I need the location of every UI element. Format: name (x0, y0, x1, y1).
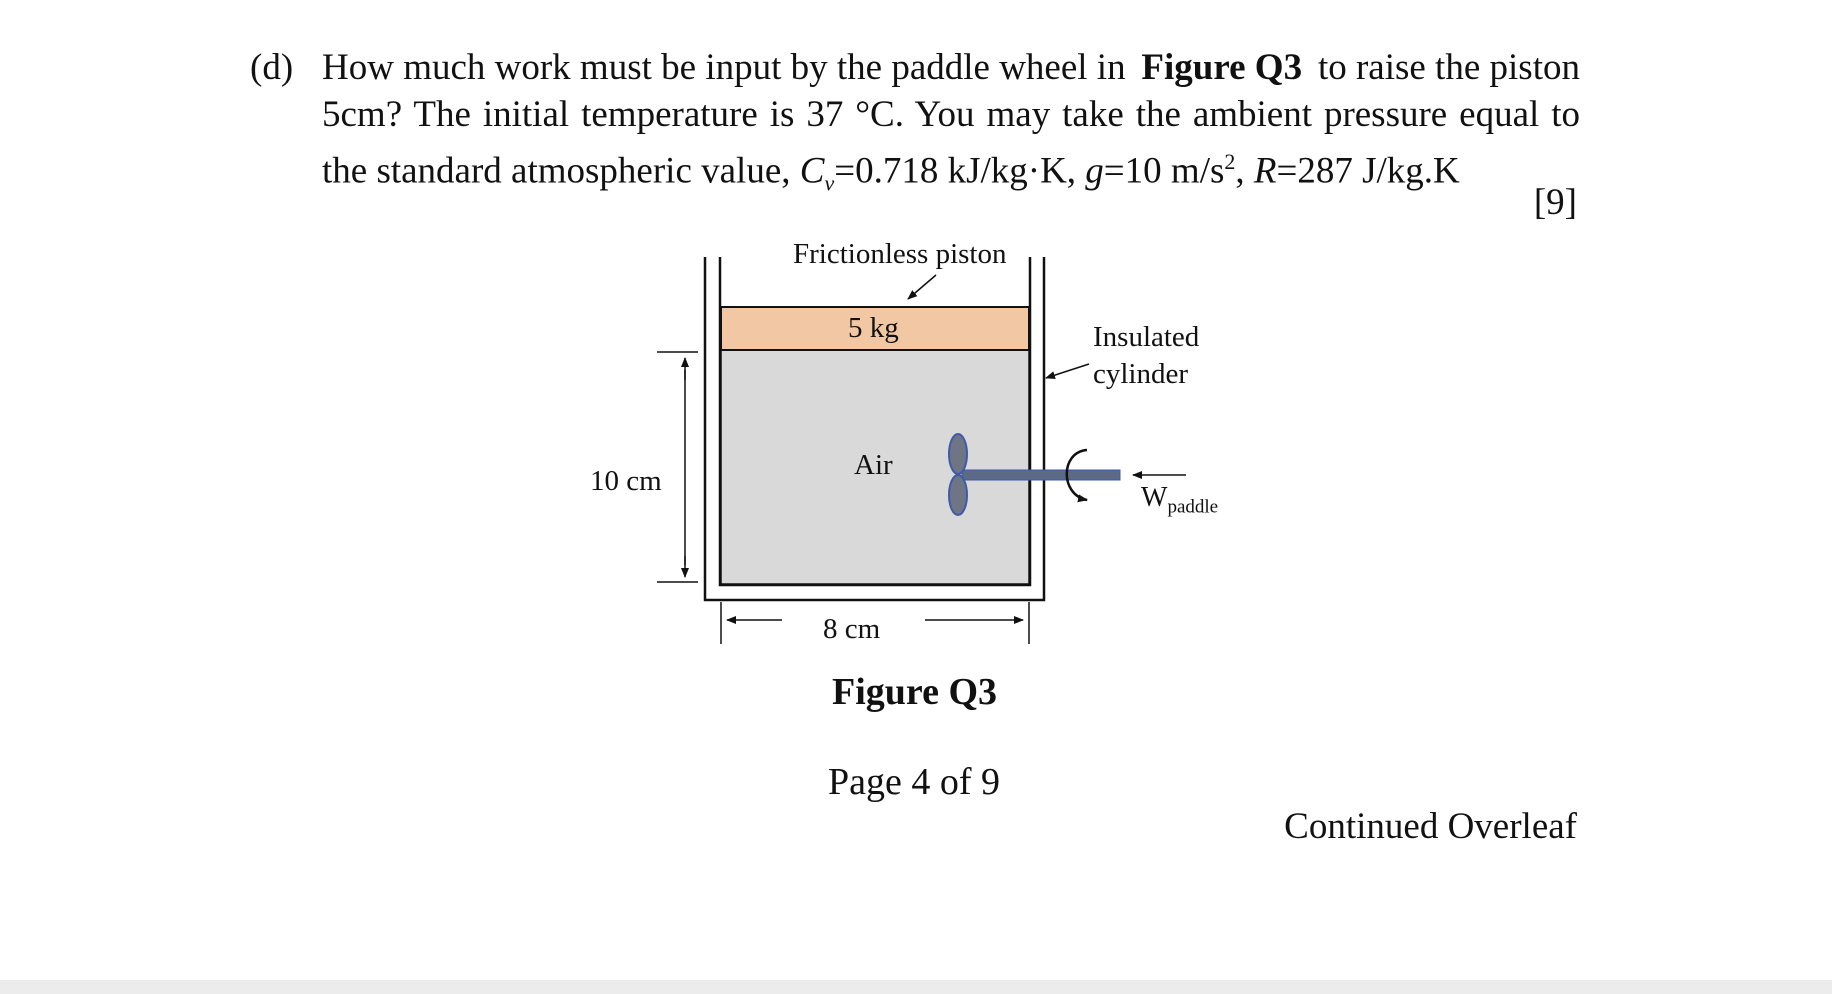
work-subscript: paddle (1167, 496, 1219, 518)
paddle-shaft (962, 470, 1120, 480)
cylinder-leader (1046, 364, 1089, 378)
piston-label: Frictionless piston (793, 238, 1007, 270)
question-marks: [9] (1533, 182, 1577, 223)
question-label: (d) (250, 47, 294, 88)
air-label: Air (854, 449, 893, 481)
figure-reference: Figure Q3 (1141, 47, 1303, 88)
cylinder-label-1: Insulated (1093, 321, 1200, 353)
g-superscript: 2 (1224, 149, 1236, 174)
cylinder-label-2: cylinder (1093, 358, 1189, 390)
height-dimension (657, 352, 698, 582)
r-symbol: R (1253, 150, 1277, 192)
question-line-1-part-1: How much work must be input by the paddle wheel in (322, 47, 1126, 88)
page-number: Page 4 of 9 (828, 761, 1001, 803)
cv-value: =0.718 kJ/kg·K, (834, 150, 1077, 192)
continued-overleaf: Continued Overleaf (1284, 806, 1577, 847)
g-comma: , (1235, 150, 1245, 192)
work-label (1141, 482, 1218, 519)
r-value: =287 J/kg.K (1276, 150, 1460, 192)
height-label: 10 cm (590, 465, 662, 497)
question-line-1-part-3: to raise the piston (1317, 47, 1580, 88)
work-symbol: W (1141, 482, 1168, 513)
figure-caption: Figure Q3 (832, 671, 998, 713)
g-symbol: g (1085, 150, 1104, 192)
g-value: =10 m/s (1103, 150, 1225, 192)
width-label: 8 cm (823, 613, 881, 645)
question-line-2: 5cm? The initial temperature is 37 °C. You may take the ambient pressure equal to (322, 94, 1580, 135)
cv-symbol: C (799, 150, 825, 192)
cv-subscript: v (824, 170, 835, 196)
line3-intro: the standard atmospheric value, (322, 150, 791, 192)
mass-label: 5 kg (848, 312, 899, 344)
piston-leader (908, 275, 936, 299)
